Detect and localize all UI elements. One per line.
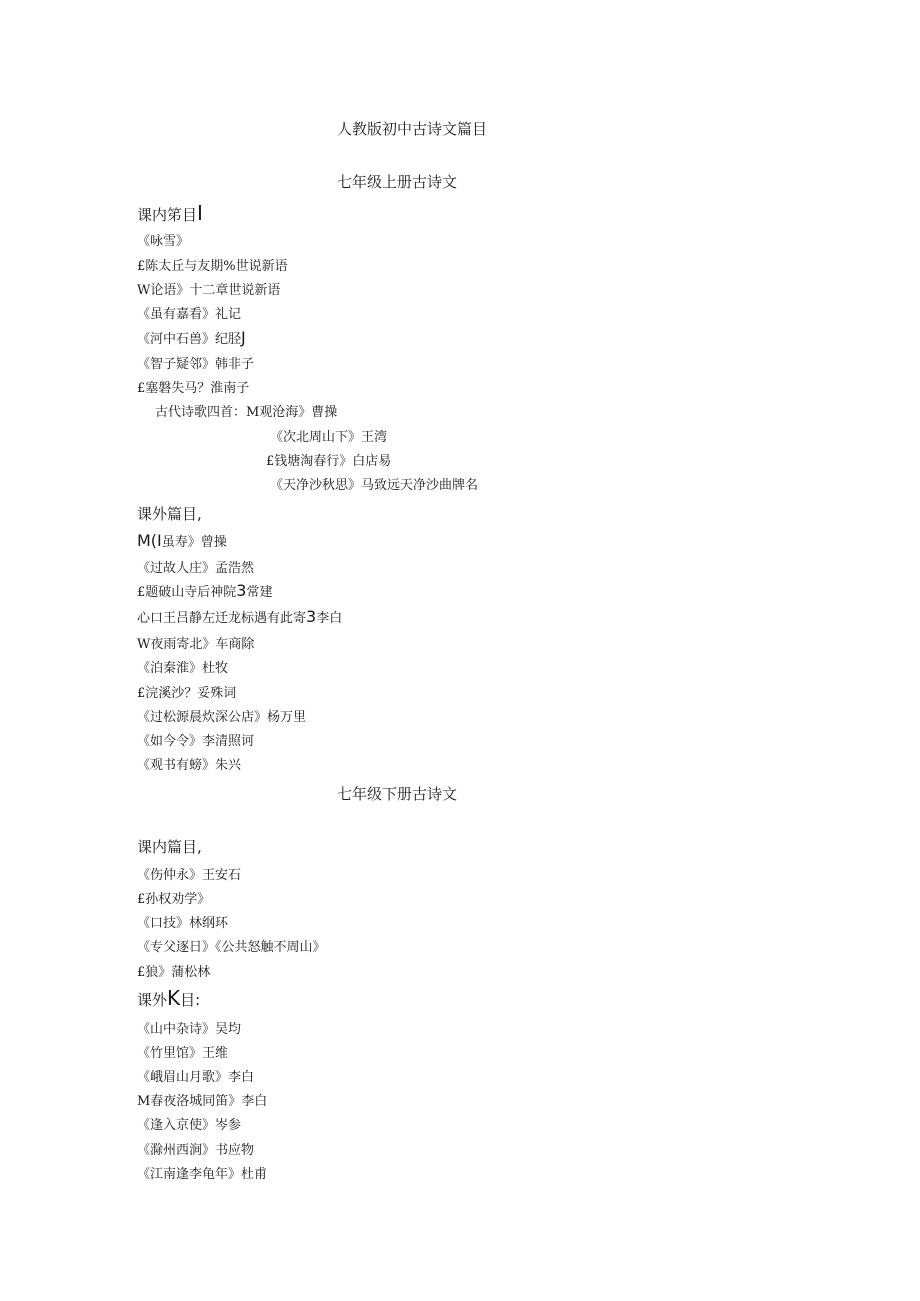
document-title: 人教版初中古诗文篇目 [337,120,488,138]
list-item: 《江南逢李龟年》杜甫 [137,1167,268,1182]
heading-mark: I [197,201,203,225]
list-item: £浣溪沙？妥殊词 [137,686,237,701]
list-item-text: 《河中石兽》纪胫 [137,332,242,347]
list-item-mark: 3 [306,607,317,626]
section-title-grade7-upper: 七年级上册古诗文 [337,173,458,191]
list-item: 《竹里馆》王维 [137,1046,229,1061]
list-item: £狼》蒲松林 [137,965,211,980]
list-item: 《咏雪》 [137,234,190,249]
heading-in-class-lower: 课内篇目, [137,838,202,856]
list-item: 《伤仲永》王安石 [137,868,242,883]
list-item: 《智子疑邻》韩非子 [137,357,255,372]
list-item: 《过故人庄》孟浩然 [137,561,255,576]
list-item [137,328,246,347]
list-item [137,531,227,550]
section-title-grade7-lower: 七年级下册古诗文 [337,785,458,803]
list-item [137,581,272,600]
heading-text: 课内笫目 [137,206,198,224]
list-item: 《虽有嘉看》礼记 [137,307,242,322]
list-item [137,607,342,626]
list-item: 《专父逐日》《公共怒触不周山》 [137,940,326,955]
heading-out-class-upper: 课外篇目, [137,505,202,523]
list-item: 《观书有螃》朱兴 [137,758,242,773]
list-item-text: £题破山寺后神院 [137,585,237,600]
list-item-author: 常建 [246,585,273,600]
list-item-author: 李白 [316,611,343,626]
list-item: £钱塘淘春行》白店易 [266,454,392,469]
list-item: £塞磐失马？淮南子 [137,381,250,396]
heading-mark: K [167,986,181,1010]
heading-in-class-upper [137,201,203,225]
list-item: 《峨眉山月歌》李白 [137,1070,255,1085]
list-item: £陈太丘与友期%世说新语 [137,259,288,274]
list-item: 《滁州西涧》书应物 [137,1143,255,1158]
list-item-text: 虽寿》曾操 [161,535,227,550]
list-item-mark: J [241,328,246,347]
list-item: 《过松源晨炊深公店》杨万里 [137,710,307,725]
list-item: 《逢入京使》岑参 [137,1118,242,1133]
list-item: W论语》十二章世说新语 [137,283,281,298]
list-item-mark: M(I [137,531,162,550]
list-item-mark: 3 [236,581,247,600]
list-item: £孙权劝学》 [137,892,211,907]
list-item: 《口技》林纲环 [137,916,229,931]
heading-out-class-lower [137,986,200,1010]
list-item: 《山中杂诗》吴均 [137,1022,242,1037]
list-item: W夜雨寄北》车商除 [137,637,255,652]
list-item: 《天净沙秋思》马致远天净沙曲牌名 [270,478,479,493]
list-item: 《次北周山下》王湾 [270,430,388,445]
list-item: 《泊秦淮》杜牧 [137,661,229,676]
list-item: M春夜洛城同笛》李白 [137,1094,268,1109]
list-item-text: 心口王吕静左迁龙标遇有此寄 [137,611,307,626]
heading-text-end: 目: [180,991,201,1009]
list-item: 《如今令》李清照诃 [137,734,255,749]
heading-text: 课外 [137,991,168,1009]
list-item: 古代诗歌四首：M观沧海》曹操 [155,405,338,420]
